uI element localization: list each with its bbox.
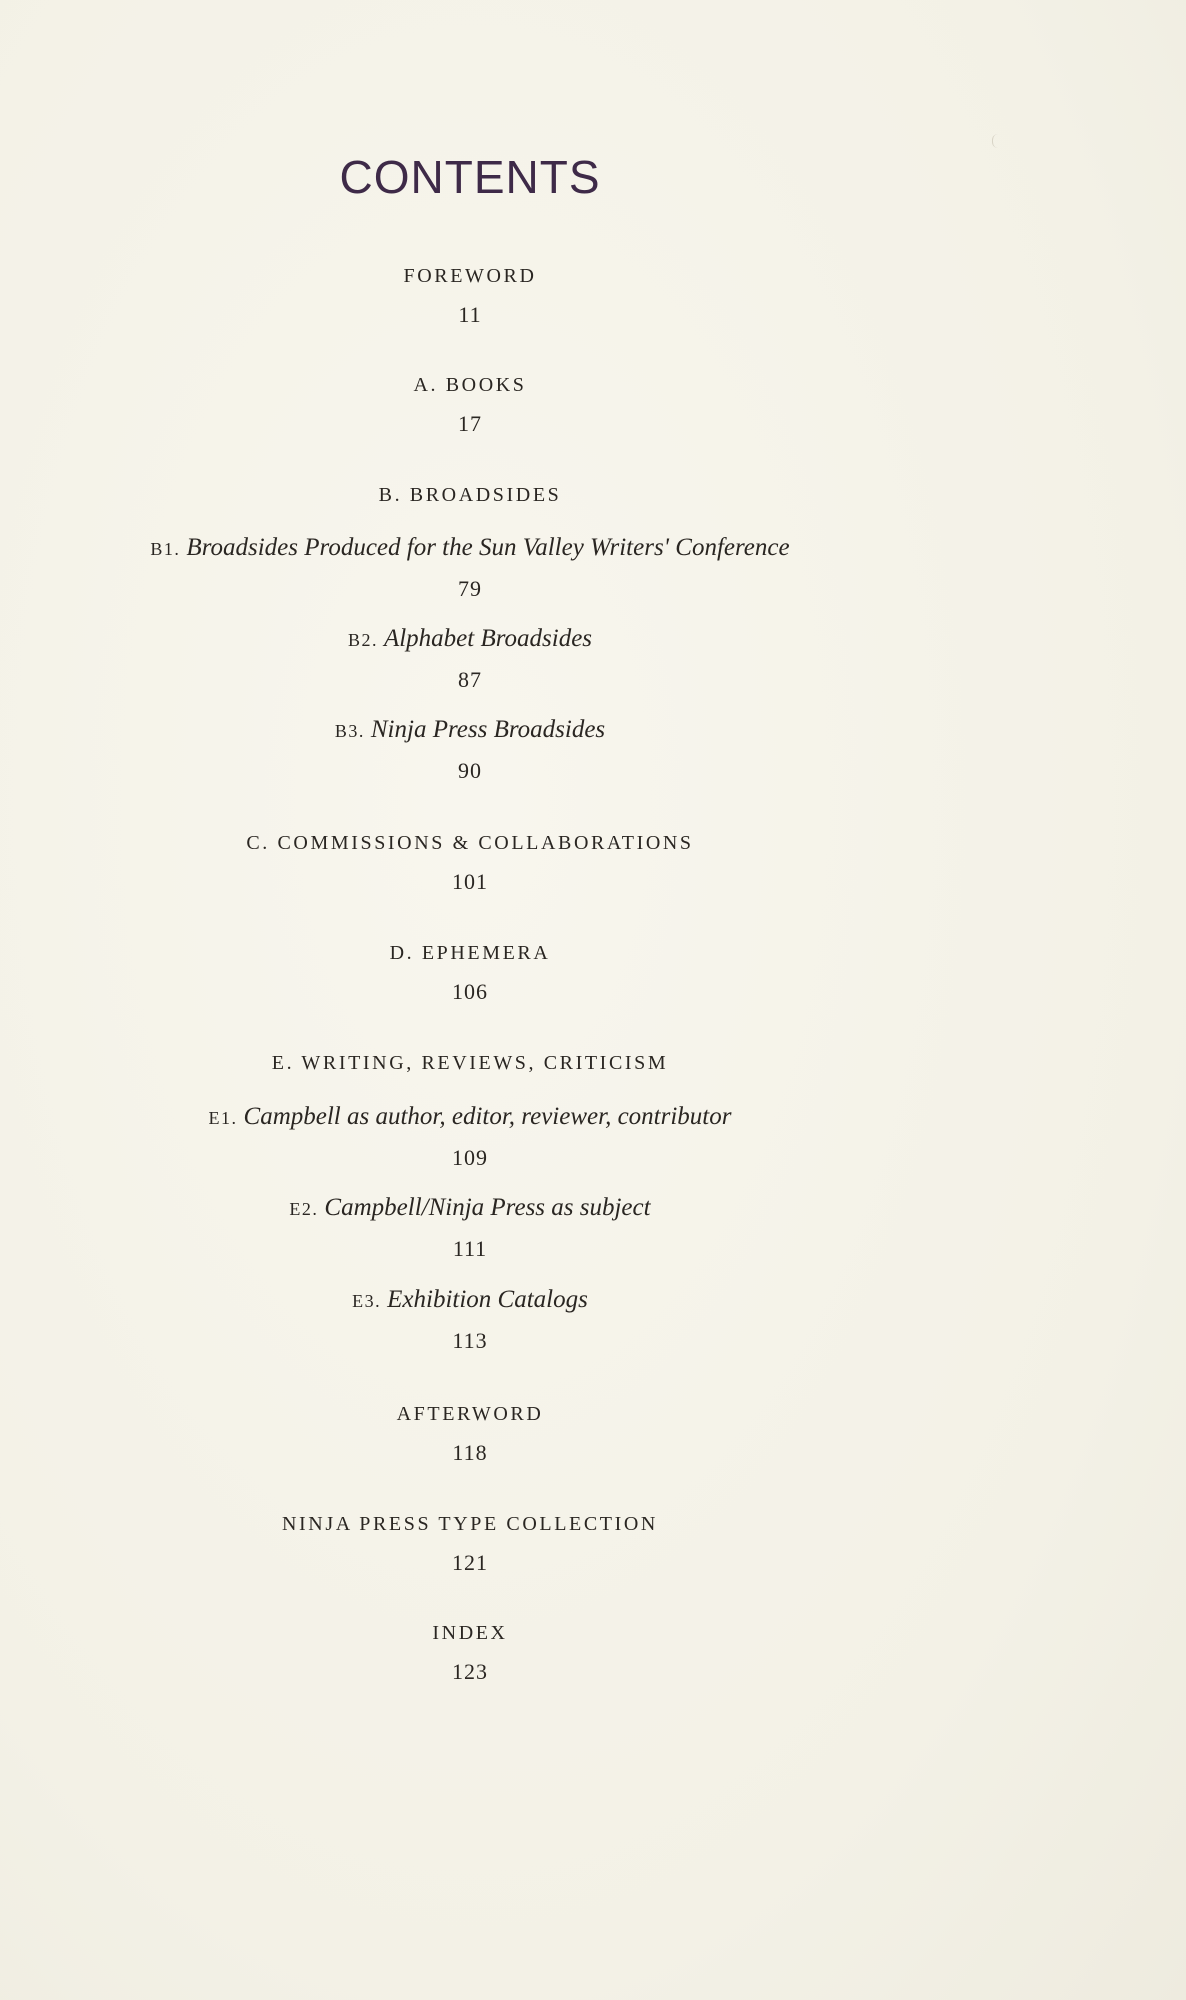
toc-b3-title: Ninja Press Broadsides [370,716,606,743]
toc-e1-code: E1. [208,1108,238,1128]
toc-index-page: 123 [452,1659,488,1684]
toc-broadsides-label: B. BROADSIDES [378,484,562,506]
toc-e3-title: Exhibition Catalogs [387,1286,588,1313]
toc-index-label: INDEX [432,1622,508,1644]
toc-b1-entry [0,534,940,562]
toc-ephemera-label: D. EPHEMERA [389,942,551,964]
toc-ephemera-page: 106 [452,979,488,1004]
toc-afterword-label: AFTERWORD [396,1403,544,1425]
toc-b2-page: 87 [458,667,482,692]
toc-foreword-page: 11 [458,302,482,327]
toc-e3-page: 113 [452,1328,488,1353]
toc-type-collection-label: NINJA PRESS TYPE COLLECTION [282,1513,658,1535]
toc-books-page: 17 [458,411,482,436]
toc-books-label: A. BOOKS [413,374,527,396]
toc-b3-code: B3. [334,721,365,741]
toc-type-collection-page: 121 [452,1550,488,1575]
toc-foreword-label: FOREWORD [403,265,537,287]
toc-e2-title: Campbell/Ninja Press as subject [324,1194,651,1221]
toc-e2-page: 111 [452,1236,488,1261]
toc-b1-code: B1. [150,539,181,559]
toc-e1-entry [0,1103,940,1131]
page-blemish [992,134,999,148]
toc-b1-page: 79 [458,576,482,601]
toc-b3-entry [0,716,940,744]
toc-e1-page: 109 [452,1145,488,1170]
toc-b2-title: Alphabet Broadsides [383,625,593,652]
toc-e1-title: Campbell as author, editor, reviewer, contributor [243,1103,732,1130]
toc-commissions-page: 101 [452,869,488,894]
toc-writing-label: E. WRITING, REVIEWS, CRITICISM [271,1052,669,1074]
toc-b3-page: 90 [458,758,482,783]
toc-e3-entry [0,1286,940,1314]
toc-b1-title: Broadsides Produced for the Sun Valley Writers' Conference [186,534,790,561]
toc-commissions-label: C. COMMISSIONS & COLLABORATIONS [246,832,694,854]
page-title: CONTENTS [339,151,601,203]
toc-b2-code: B2. [347,630,378,650]
toc-e3-code: E3. [352,1291,382,1311]
toc-afterword-page: 118 [452,1440,488,1465]
toc-e2-entry [0,1194,940,1222]
toc-b2-entry [0,625,940,653]
toc-e2-code: E2. [289,1199,319,1219]
